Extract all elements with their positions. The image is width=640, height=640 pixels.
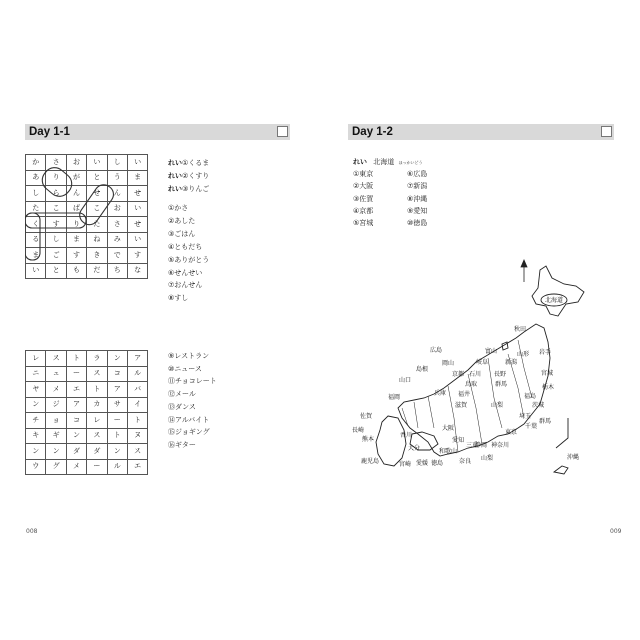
map-prefecture-label: 長崎 [352, 427, 365, 434]
map-prefecture-label: 佐賀 [360, 413, 373, 420]
okinawa-shape [554, 466, 568, 474]
katakana-grid-cell[interactable]: ト [87, 382, 107, 398]
city-item: ⑨愛知 [407, 206, 428, 215]
hiragana-grid-cell[interactable]: す [46, 217, 66, 233]
map-prefecture-label: 栃木 [542, 384, 555, 391]
word-item: ④ともだち [168, 242, 203, 251]
city-list [353, 157, 461, 230]
word-item: ⑥せんせい [168, 268, 203, 277]
map-prefecture-label: 千葉 [525, 423, 538, 430]
hiragana-grid-cell[interactable]: ら [46, 186, 66, 202]
map-prefecture-label: 宮城 [541, 370, 554, 377]
hiragana-grid-cell[interactable]: り [46, 170, 66, 186]
hiragana-grid-cell[interactable]: き [87, 248, 107, 264]
word-item: ③ごはん [168, 229, 196, 238]
map-prefecture-label: 埼玉 [519, 413, 532, 420]
katakana-grid-cell[interactable]: チ [26, 413, 46, 429]
city-item: ③佐賀 [353, 194, 374, 203]
katakana-grid-cell[interactable]: ヌ [127, 428, 147, 444]
katakana-grid-cell[interactable]: ヤ [26, 382, 46, 398]
map-prefecture-label: 福島 [524, 393, 537, 400]
katakana-grid-cell[interactable]: ジ [46, 397, 66, 413]
example-list [168, 157, 209, 196]
katakana-grid-cell[interactable]: メ [66, 459, 86, 475]
map-prefecture-label: 群馬 [495, 381, 508, 388]
katakana-grid-cell[interactable]: ニ [26, 366, 46, 382]
hiragana-grid-cell[interactable]: こ [46, 201, 66, 217]
katakana-grid-cell[interactable]: ン [26, 444, 46, 460]
map-prefecture-label: 茨城 [532, 402, 545, 409]
hiragana-grid-cell[interactable]: し [26, 186, 46, 202]
hiragana-grid-cell[interactable]: も [66, 263, 86, 279]
hiragana-grid-cell[interactable]: せ [127, 186, 147, 202]
hiragana-grid-row [26, 263, 148, 279]
honshu-shape [398, 324, 550, 456]
hiragana-grid-cell[interactable]: る [26, 232, 46, 248]
map-prefecture-label: 福岡 [388, 394, 401, 401]
map-prefecture-label: 大分 [408, 445, 421, 452]
japan-map [318, 258, 618, 488]
map-prefecture-label: 長野 [494, 371, 507, 378]
katakana-grid-row [26, 444, 148, 460]
word-item: ⑬ダンス [168, 402, 196, 411]
hiragana-grid-cell[interactable]: す [66, 248, 86, 264]
hiragana-grid-cell[interactable]: た [26, 201, 46, 217]
example-item: れい②くすり [168, 171, 210, 180]
katakana-grid-cell[interactable]: ン [26, 397, 46, 413]
katakana-grid-cell[interactable]: ダ [66, 444, 86, 460]
hiragana-grid-cell[interactable]: い [127, 155, 147, 171]
katakana-grid-row [26, 366, 148, 382]
hiragana-grid-cell[interactable]: ま [66, 232, 86, 248]
hiragana-grid-row [26, 186, 148, 202]
hokkaido-shape [532, 266, 584, 316]
hiragana-grid-cell[interactable]: せ [127, 217, 147, 233]
hiragana-grid-row [26, 217, 148, 233]
katakana-grid-cell[interactable]: ウ [26, 459, 46, 475]
map-prefecture-label: 山梨 [481, 455, 494, 462]
katakana-grid-cell[interactable]: ア [66, 397, 86, 413]
hiragana-grid-cell[interactable]: こ [87, 201, 107, 217]
word-item: ⑦おんせん [168, 281, 203, 290]
map-prefecture-label: 京都 [452, 371, 465, 378]
hiragana-grid-cell[interactable]: し [46, 232, 66, 248]
katakana-grid-cell[interactable]: ト [66, 351, 86, 367]
word-item: ⑩ニュース [168, 364, 202, 373]
hiragana-grid-cell[interactable]: い [127, 232, 147, 248]
hiragana-grid-cell[interactable]: す [127, 248, 147, 264]
example-item: れい③りんご [168, 184, 210, 193]
katakana-grid-cell[interactable]: バ [127, 382, 147, 398]
hiragana-grid-row [26, 232, 148, 248]
map-prefecture-label: 山口 [399, 377, 412, 384]
hiragana-grid-cell[interactable]: ま [127, 170, 147, 186]
word-item: ⑫メール [168, 390, 196, 399]
hiragana-grid-cell[interactable]: か [26, 155, 46, 171]
katakana-grid-row [26, 428, 148, 444]
hiragana-grid-cell[interactable]: な [127, 263, 147, 279]
map-prefecture-label: 静岡 [475, 442, 488, 449]
hiragana-grid-cell[interactable]: ば [66, 201, 86, 217]
katakana-grid-cell[interactable]: エ [127, 459, 147, 475]
map-prefecture-label: 鹿児島 [361, 458, 380, 465]
north-arrow [521, 260, 527, 282]
hiragana-grid-cell[interactable]: ち [107, 263, 127, 279]
hiragana-grid-row [26, 201, 148, 217]
day-1-2-checkbox[interactable] [601, 126, 612, 137]
katakana-grid-cell[interactable]: イ [127, 397, 147, 413]
word-item: ⑨レストラン [168, 352, 210, 360]
hiragana-grid-cell[interactable]: と [87, 170, 107, 186]
hiragana-grid-row [26, 248, 148, 264]
katakana-grid-cell[interactable]: キ [26, 428, 46, 444]
word-item: ⑧すし [168, 294, 189, 303]
hiragana-grid-row [26, 170, 148, 186]
map-prefecture-label: 兵庫 [434, 390, 447, 397]
map-prefecture-label: 三重 [466, 442, 479, 449]
map-prefecture-label: 山形 [517, 351, 530, 358]
hiragana-grid-cell[interactable]: く [26, 217, 46, 233]
word-item: ②あした [168, 216, 196, 225]
map-prefecture-label: 岩手 [539, 349, 552, 356]
kyushu-shape [376, 416, 406, 466]
hiragana-grid-cell[interactable]: お [66, 155, 86, 171]
example-reading: ほっかいどう [398, 160, 423, 165]
city-row [353, 218, 461, 230]
map-prefecture-label: 岐阜 [476, 359, 489, 366]
katakana-grid-cell[interactable]: ン [46, 444, 66, 460]
katakana-grid-cell[interactable]: ス [87, 366, 107, 382]
katakana-grid-cell[interactable]: ー [66, 366, 86, 382]
katakana-grid-cell[interactable]: レ [26, 351, 46, 367]
page-number-right: 009 [610, 528, 622, 535]
hiragana-grid-cell[interactable]: が [66, 170, 86, 186]
map-prefecture-label: 鳥取 [465, 381, 478, 388]
katakana-grid-cell[interactable]: ギ [46, 428, 66, 444]
katakana-grid-cell[interactable]: ス [87, 428, 107, 444]
word-list-1 [168, 202, 209, 305]
city-item: ⑥広島 [407, 170, 428, 179]
city-item: ④京都 [353, 206, 374, 215]
hiragana-grid-cell[interactable]: い [127, 201, 147, 217]
hiragana-grid-cell[interactable]: せ [87, 186, 107, 202]
hiragana-grid-cell[interactable]: い [87, 155, 107, 171]
hiragana-grid-cell[interactable]: で [107, 248, 127, 264]
word-item: ⑪チョコレート [168, 377, 217, 386]
hiragana-grid-cell[interactable]: あ [26, 170, 46, 186]
katakana-grid-cell[interactable]: コ [107, 366, 127, 382]
katakana-grid-cell[interactable]: ュ [46, 366, 66, 382]
city-row [353, 194, 461, 206]
city-item: ⑦新潟 [407, 182, 428, 191]
map-prefecture-label: 香川 [400, 432, 413, 439]
map-prefecture-label: 大阪 [442, 425, 455, 432]
hiragana-grid-cell[interactable]: ね [87, 232, 107, 248]
hiragana-grid-cell[interactable]: ご [46, 248, 66, 264]
katakana-grid-row [26, 459, 148, 475]
katakana-grid-cell[interactable]: ー [87, 459, 107, 475]
day-1-1-title: Day 1-1 [29, 126, 70, 138]
right-page [320, 0, 640, 640]
map-prefecture-label: 滋賀 [455, 402, 468, 409]
city-item: ①東京 [353, 170, 374, 179]
map-prefecture-label: 福井 [458, 391, 471, 398]
hiragana-grid-cell[interactable]: ま [26, 248, 46, 264]
katakana-grid-cell[interactable]: ル [107, 459, 127, 475]
word-item: ⑯ギター [168, 440, 196, 449]
map-prefecture-label: 秋田 [514, 326, 527, 333]
map-prefecture-label: 和歌山 [439, 448, 458, 455]
hiragana-grid-cell[interactable]: し [107, 155, 127, 171]
katakana-grid-cell[interactable]: ス [127, 444, 147, 460]
day-1-2-header [348, 124, 614, 140]
example-item: れい①くるま [168, 159, 210, 167]
word-item: ⑭アルバイト [168, 415, 210, 424]
word-list-2 [168, 350, 217, 452]
katakana-word-search-grid [25, 350, 148, 475]
hiragana-grid-cell[interactable]: だ [87, 263, 107, 279]
map-prefecture-label: 東京 [505, 429, 518, 436]
map-prefecture-label: 山梨 [491, 402, 504, 409]
katakana-grid-row [26, 413, 148, 429]
word-item: ①かさ [168, 204, 189, 212]
katakana-grid-cell[interactable]: エ [66, 382, 86, 398]
map-prefecture-label: 徳島 [431, 460, 444, 467]
example-city: 北海道 [373, 158, 395, 166]
hiragana-grid-row [26, 155, 148, 171]
hiragana-grid-cell[interactable]: た [87, 217, 107, 233]
katakana-grid-cell[interactable]: カ [87, 397, 107, 413]
map-prefecture-label: 神奈川 [491, 442, 510, 449]
word-item: ⑮ジョギング [168, 428, 210, 437]
day-1-1-header [25, 124, 290, 140]
city-item: ⑧沖縄 [407, 194, 428, 203]
katakana-grid-row [26, 397, 148, 413]
katakana-grid-cell[interactable]: ア [127, 351, 147, 367]
map-prefecture-label: 北海道 [545, 297, 564, 304]
city-item: ⑩徳島 [407, 218, 428, 227]
hiragana-grid-cell[interactable]: さ [107, 217, 127, 233]
hiragana-grid-cell[interactable]: い [26, 263, 46, 279]
katakana-grid-cell[interactable]: グ [46, 459, 66, 475]
city-row [353, 169, 461, 181]
katakana-grid-cell[interactable]: ョ [46, 413, 66, 429]
katakana-grid-cell[interactable]: ン [66, 428, 86, 444]
map-prefecture-label: 石川 [469, 371, 482, 378]
city-row [353, 206, 461, 218]
katakana-grid-cell[interactable]: コ [66, 413, 86, 429]
hiragana-grid-cell[interactable]: り [66, 217, 86, 233]
katakana-grid-cell[interactable]: ー [107, 413, 127, 429]
city-row [353, 181, 461, 193]
okinawa-frame [556, 418, 568, 448]
katakana-grid-cell[interactable]: ト [127, 413, 147, 429]
katakana-grid-cell[interactable]: ト [107, 428, 127, 444]
map-prefecture-label: 宮崎 [399, 461, 412, 468]
word-item: ⑤ありがとう [168, 255, 210, 264]
katakana-grid-cell[interactable]: ン [107, 444, 127, 460]
hiragana-grid-cell[interactable]: ん [107, 186, 127, 202]
map-prefecture-label: 島根 [416, 366, 429, 373]
katakana-grid-cell[interactable]: レ [87, 413, 107, 429]
hiragana-grid-cell[interactable]: と [46, 263, 66, 279]
hiragana-grid-cell[interactable]: さ [46, 155, 66, 171]
city-item: ②大阪 [353, 182, 374, 191]
katakana-grid-cell[interactable]: ン [107, 351, 127, 367]
map-prefecture-label: 奈良 [459, 458, 472, 465]
katakana-grid-row [26, 382, 148, 398]
katakana-grid-cell[interactable]: サ [107, 397, 127, 413]
hiragana-word-search-grid [25, 154, 148, 279]
katakana-grid-row [26, 351, 148, 367]
city-item: ⑤宮城 [353, 218, 374, 227]
katakana-grid-cell[interactable]: ス [46, 351, 66, 367]
map-prefecture-label: 沖縄 [567, 454, 580, 461]
katakana-grid-cell[interactable]: ダ [87, 444, 107, 460]
hiragana-grid-cell[interactable]: み [107, 232, 127, 248]
katakana-grid-cell[interactable]: ア [107, 382, 127, 398]
page-number-left: 008 [26, 528, 38, 535]
map-prefecture-label: 新潟 [505, 359, 518, 366]
city-example: れい 北海道 ほっかいどう [353, 158, 423, 166]
map-prefecture-label: 熊本 [362, 436, 375, 443]
map-prefecture-label: 広島 [430, 347, 443, 354]
map-prefecture-label: 群馬 [539, 418, 552, 425]
map-prefecture-label: 岡山 [442, 360, 455, 367]
map-prefecture-label: 愛媛 [416, 460, 429, 467]
map-prefecture-label: 富山 [485, 348, 498, 355]
katakana-grid-cell[interactable]: ラ [87, 351, 107, 367]
day-1-2-title: Day 1-2 [352, 126, 393, 138]
hiragana-grid-cell[interactable]: お [107, 201, 127, 217]
hiragana-grid-cell[interactable]: ん [66, 186, 86, 202]
katakana-grid-cell[interactable]: メ [46, 382, 66, 398]
hiragana-grid-cell[interactable]: う [107, 170, 127, 186]
katakana-grid-cell[interactable]: ル [127, 366, 147, 382]
map-prefecture-label: 愛知 [452, 437, 465, 444]
day-1-1-checkbox[interactable] [277, 126, 288, 137]
